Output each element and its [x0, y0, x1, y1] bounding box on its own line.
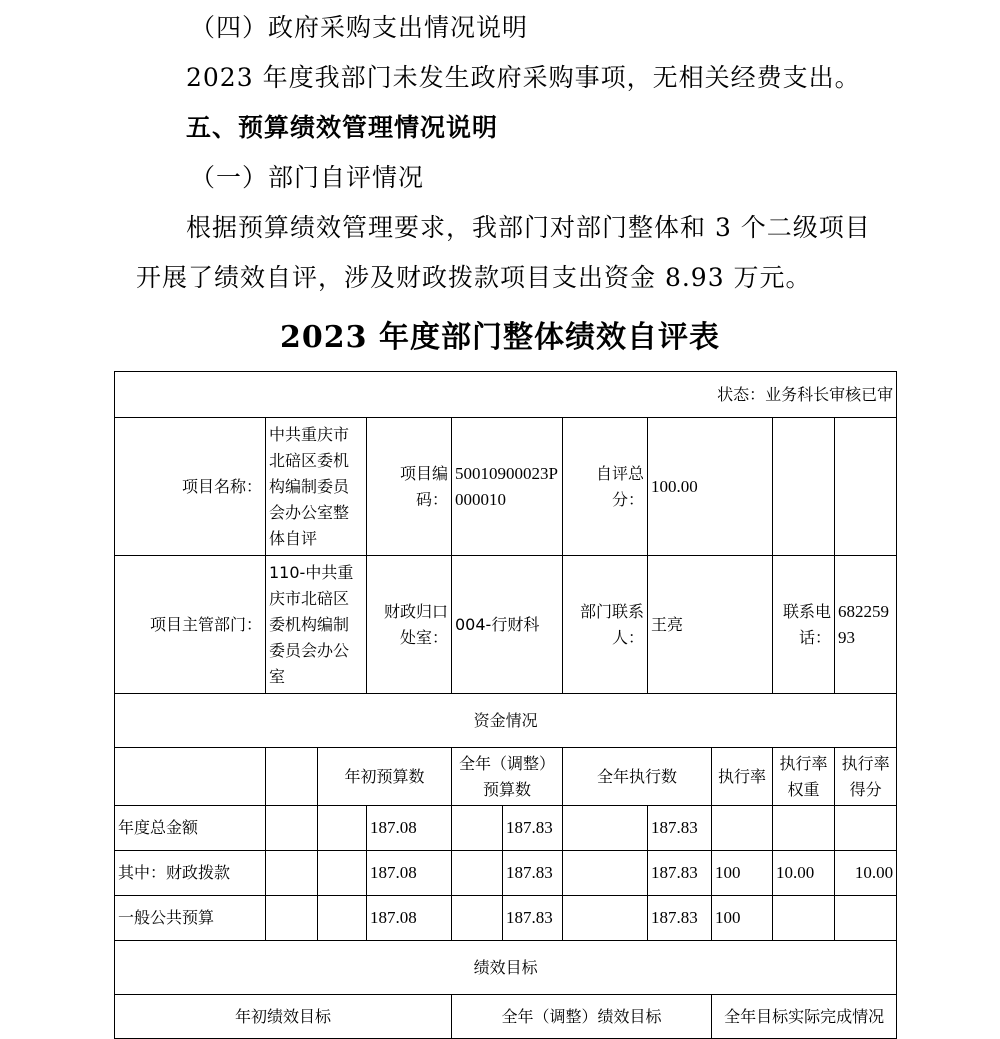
score-cell: [835, 806, 897, 851]
weight-cell: [773, 806, 835, 851]
empty-cell: [773, 418, 835, 556]
perf-adjusted-header: 全年（调整）绩效目标: [452, 995, 712, 1039]
funds-header: 资金情况: [115, 694, 897, 748]
col-header-initial: 年初预算数: [318, 748, 452, 806]
evaluation-paragraph-line: 根据预算绩效管理要求，我部门对部门整体和 3 个二级项目: [186, 213, 871, 242]
col-header-adjusted: 全年（调整）预算数: [452, 748, 563, 806]
empty-cell: [452, 806, 503, 851]
col-header-score: 执行率得分: [835, 748, 897, 806]
table-title: 2023 年度部门整体绩效自评表: [280, 320, 720, 355]
phone-value: 68225993: [835, 556, 897, 694]
project-name-label: 项目名称：: [115, 418, 266, 556]
empty-cell: [318, 851, 367, 896]
score-label: 自评总分：: [563, 418, 648, 556]
score-value: 100.00: [648, 418, 773, 556]
project-name-value: 中共重庆市北碚区委机构编制委员会办公室整体自评: [266, 418, 367, 556]
executed-cell: 187.83: [648, 806, 712, 851]
empty-cell: [563, 806, 648, 851]
finance-office-label: 财政归口处室：: [367, 556, 452, 694]
row-label: 年度总金额: [115, 806, 266, 851]
adjusted-budget-cell: 187.83: [503, 806, 563, 851]
subsection-heading: （四）政府采购支出情况说明: [190, 13, 529, 42]
empty-cell: [266, 748, 318, 806]
empty-cell: [266, 896, 318, 941]
table-row: [115, 896, 897, 941]
executed-cell: 187.83: [648, 851, 712, 896]
rate-cell: 100: [712, 851, 773, 896]
empty-cell: [835, 418, 897, 556]
self-evaluation-table: [114, 371, 897, 1039]
col-header-rate: 执行率: [712, 748, 773, 806]
finance-office-value: 004-行财科: [452, 556, 563, 694]
empty-cell: [115, 748, 266, 806]
initial-budget-cell: 187.08: [367, 851, 452, 896]
phone-label: 联系电话：: [773, 556, 835, 694]
col-header-executed: 全年执行数: [563, 748, 712, 806]
row-label: 一般公共预算: [115, 896, 266, 941]
project-code-value: 50010900023P000010: [452, 418, 563, 556]
rate-cell: 100: [712, 896, 773, 941]
section-heading: 五、预算绩效管理情况说明: [186, 113, 499, 142]
empty-cell: [452, 851, 503, 896]
perf-actual-header: 全年目标实际完成情况: [712, 995, 897, 1039]
procurement-paragraph: 2023 年度我部门未发生政府采购事项，无相关经费支出。: [186, 63, 861, 92]
table-row: [115, 851, 897, 896]
empty-cell: [563, 896, 648, 941]
project-code-label: 项目编码：: [367, 418, 452, 556]
col-header-weight: 执行率权重: [773, 748, 835, 806]
table-row: [115, 806, 897, 851]
subsection-heading: （一）部门自评情况: [190, 163, 425, 192]
performance-header: 绩效目标: [115, 941, 897, 995]
score-cell: 10.00: [835, 851, 897, 896]
initial-budget-cell: 187.08: [367, 896, 452, 941]
evaluation-paragraph-line: 开展了绩效自评，涉及财政拨款项目支出资金 8.93 万元。: [136, 263, 812, 292]
empty-cell: [266, 851, 318, 896]
empty-cell: [563, 851, 648, 896]
initial-budget-cell: 187.08: [367, 806, 452, 851]
empty-cell: [318, 896, 367, 941]
score-cell: [835, 896, 897, 941]
dept-label: 项目主管部门：: [115, 556, 266, 694]
contact-label: 部门联系人：: [563, 556, 648, 694]
adjusted-budget-cell: 187.83: [503, 896, 563, 941]
contact-value: 王亮: [648, 556, 773, 694]
empty-cell: [452, 896, 503, 941]
rate-cell: [712, 806, 773, 851]
weight-cell: 10.00: [773, 851, 835, 896]
empty-cell: [266, 806, 318, 851]
empty-cell: [318, 806, 367, 851]
dept-value: 110-中共重庆市北碚区委机构编制委员会办公室: [266, 556, 367, 694]
status-cell: 状态：业务科长审核已审: [115, 372, 897, 418]
weight-cell: [773, 896, 835, 941]
adjusted-budget-cell: 187.83: [503, 851, 563, 896]
executed-cell: 187.83: [648, 896, 712, 941]
row-label: 其中：财政拨款: [115, 851, 266, 896]
perf-initial-header: 年初绩效目标: [115, 995, 452, 1039]
